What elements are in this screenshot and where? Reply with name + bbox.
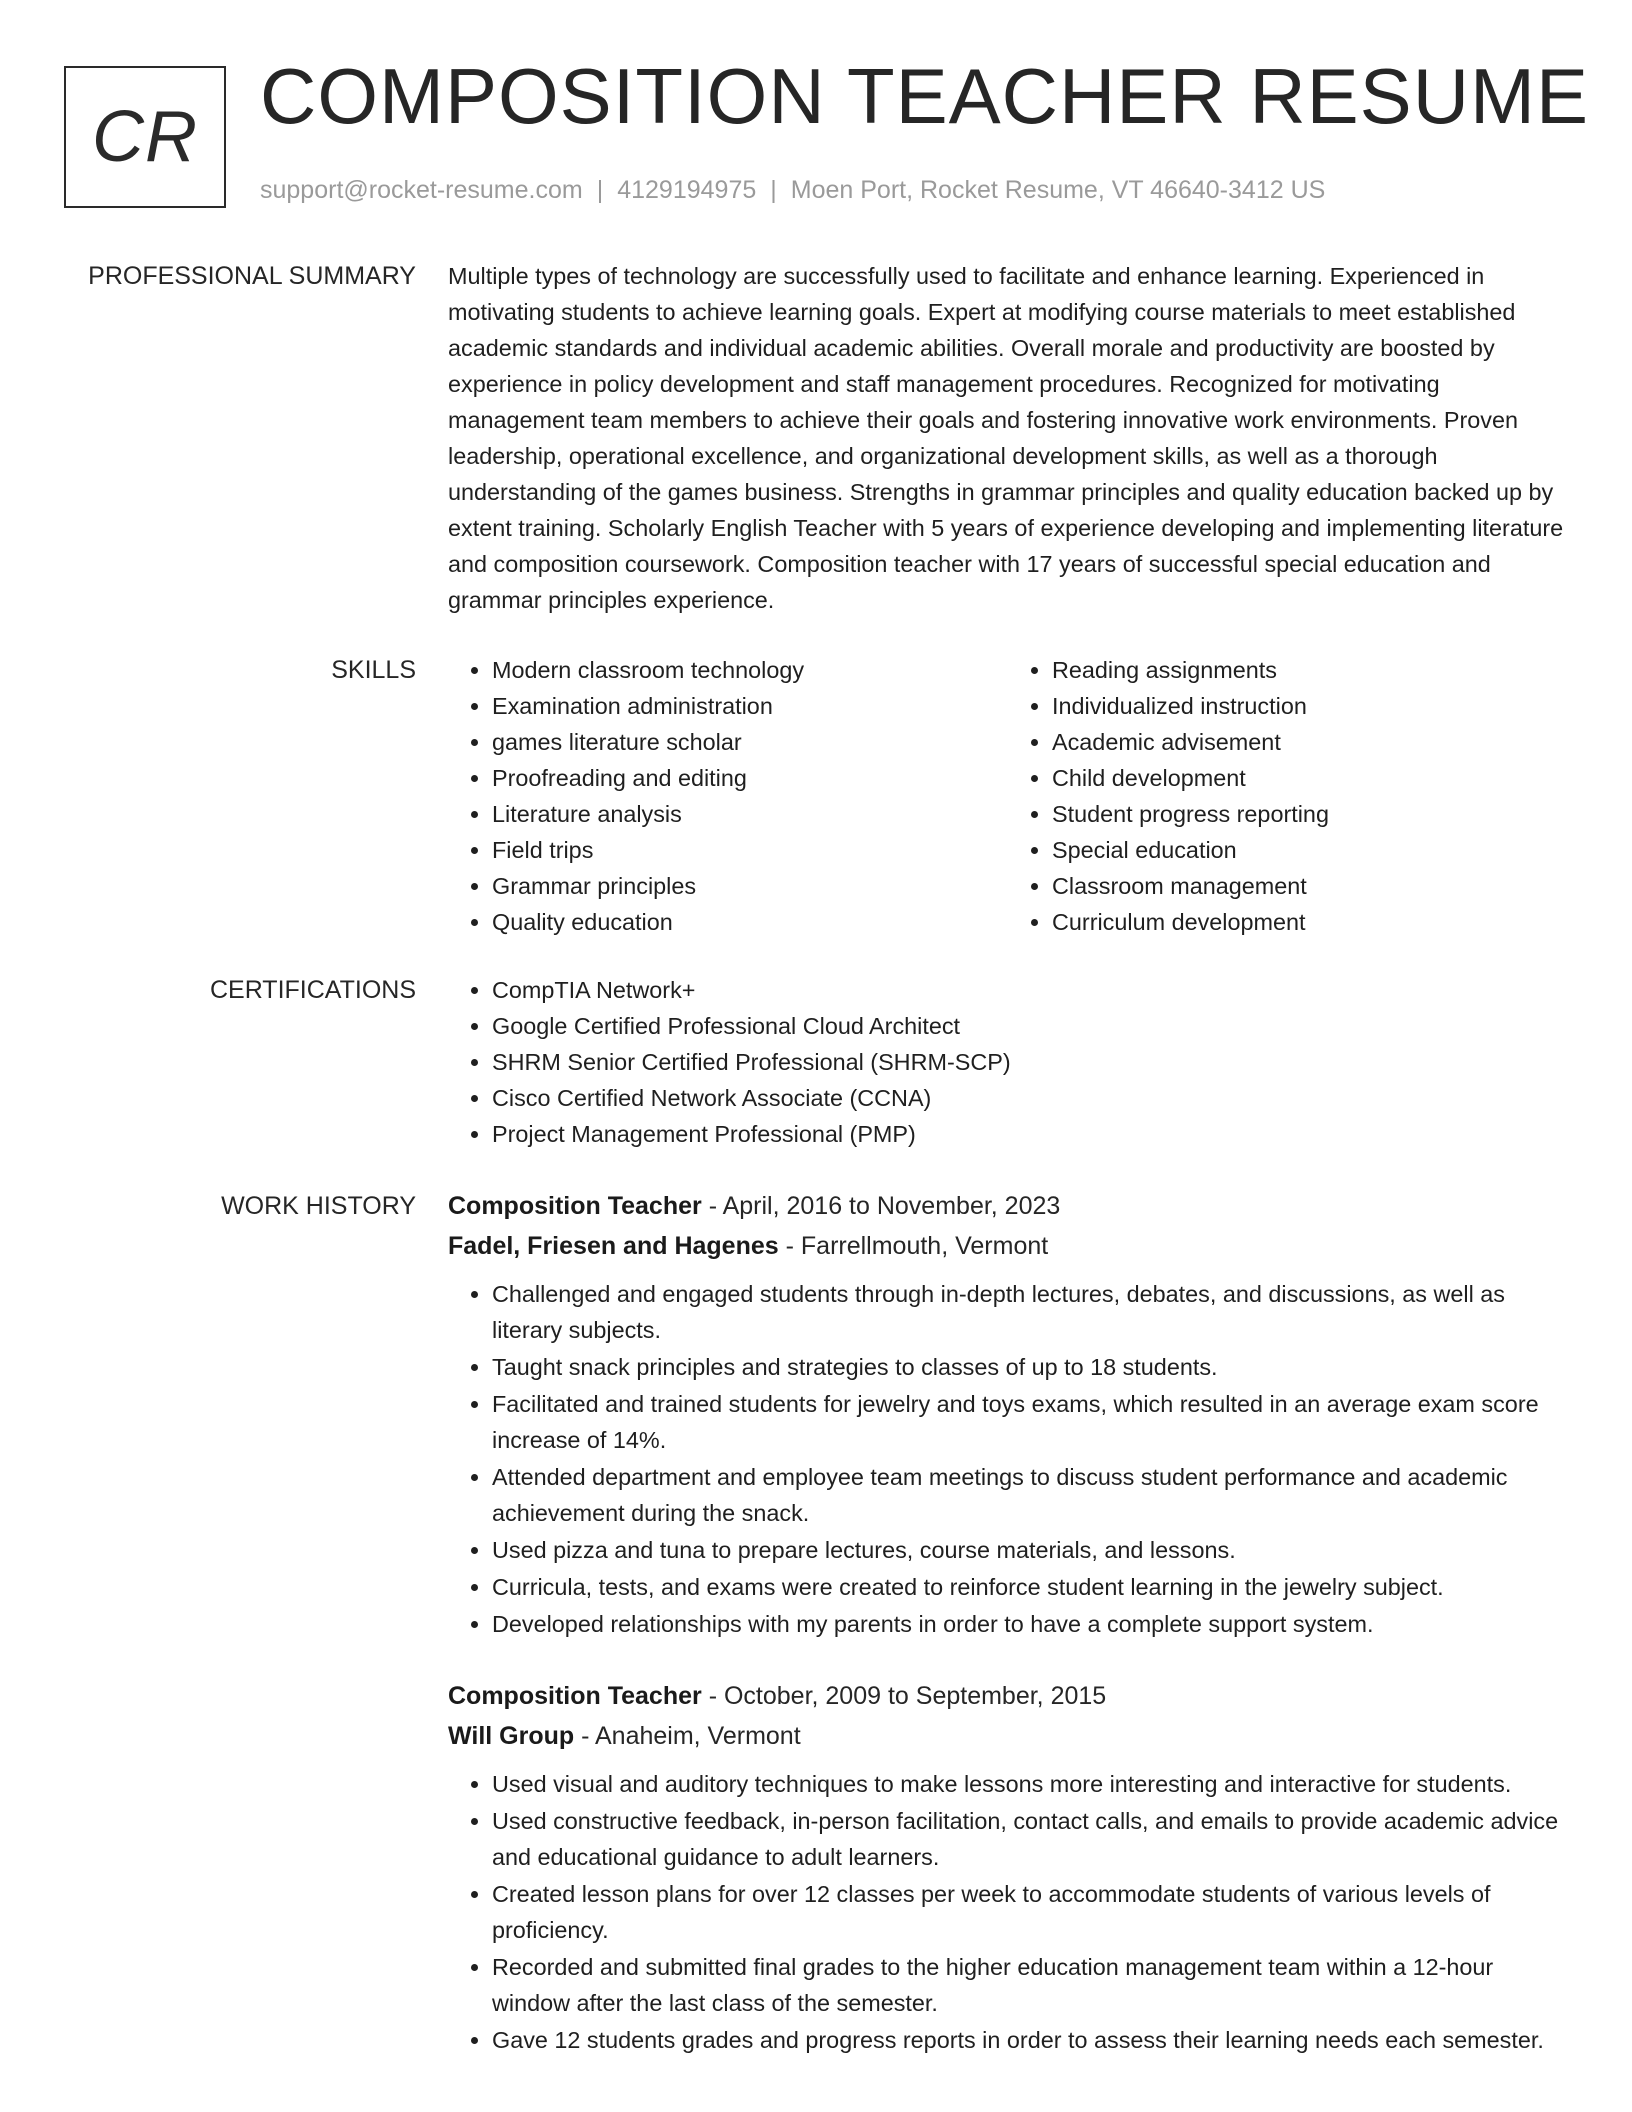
certifications-list: [448, 972, 1568, 1152]
job-entry: [448, 1676, 1568, 2058]
job-company-line: [448, 1226, 1568, 1266]
contact-phone[interactable]: 4129194975: [617, 176, 757, 204]
skill-item: • Reading assignments: [1052, 652, 1568, 688]
section-title-work-history: WORK HISTORY: [221, 1192, 416, 1220]
skill-item: • Child development: [1052, 760, 1568, 796]
skill-item: • Field trips: [492, 832, 1008, 868]
job-bullet: • Used constructive feedback, in-person facilitation, contact calls, and emails to provide academic advice and educational guidance to adult learners.: [492, 1803, 1568, 1875]
job-company: Fadel, Friesen and Hagenes: [448, 1232, 779, 1260]
skill-item: • Examination administration: [492, 688, 1008, 724]
job-role-line: [448, 1676, 1568, 1716]
contact-separator: |: [596, 176, 604, 204]
job-role: Composition Teacher: [448, 1192, 702, 1220]
skill-item: • Classroom management: [1052, 868, 1568, 904]
job-company: Will Group: [448, 1722, 575, 1750]
contact-address: Moen Port, Rocket Resume, VT 46640-3412 US: [790, 176, 1326, 204]
skill-item: • Student progress reporting: [1052, 796, 1568, 832]
job-bullets: [448, 1276, 1568, 1642]
summary-body: [448, 258, 1568, 618]
skill-item: • Quality education: [492, 904, 1008, 940]
job-bullet: • Gave 12 students grades and progress reports in order to assess their learning needs each semester.: [492, 2022, 1568, 2058]
skill-item: • Academic advisement: [1052, 724, 1568, 760]
job-bullets: [448, 1766, 1568, 2058]
job-bullet: • Developed relationships with my parents in order to have a complete support system.: [492, 1606, 1568, 1642]
job-entry: [448, 1186, 1568, 1642]
job-bullet: • Curricula, tests, and exams were created to reinforce student learning in the jewelry subject.: [492, 1569, 1568, 1605]
job-bullet: • Used visual and auditory techniques to make lessons more interesting and interactive for students.: [492, 1766, 1568, 1802]
skill-item: • games literature scholar: [492, 724, 1008, 760]
skill-item: • Individualized instruction: [1052, 688, 1568, 724]
skill-item: • Special education: [1052, 832, 1568, 868]
contact-email[interactable]: support@rocket-resume.com: [260, 176, 583, 204]
job-bullet: • Created lesson plans for over 12 classes per week to accommodate students of various levels of proficiency.: [492, 1876, 1568, 1948]
certification-item: • SHRM Senior Certified Professional (SHRM-SCP): [492, 1044, 1568, 1080]
job-dates: - October, 2009 to September, 2015: [701, 1682, 1107, 1710]
job-dates: - April, 2016 to November, 2023: [701, 1192, 1061, 1220]
skill-item: • Curriculum development: [1052, 904, 1568, 940]
job-bullet: • Used pizza and tuna to prepare lectures, course materials, and lessons.: [492, 1532, 1568, 1568]
job-bullet: • Facilitated and trained students for jewelry and toys exams, which resulted in an average exam score increase of 14%.: [492, 1386, 1568, 1458]
skill-item: • Proofreading and editing: [492, 760, 1008, 796]
contact-line: [260, 176, 1325, 205]
section-title-certifications: CERTIFICATIONS: [209, 976, 416, 1004]
work-history-body: [448, 1186, 1568, 2059]
certification-item: • Project Management Professional (PMP): [492, 1116, 1568, 1152]
monogram-logo: CR: [64, 66, 226, 208]
job-bullet: • Recorded and submitted final grades to the higher education management team within a 12-hour window after the last class of the semester.: [492, 1949, 1568, 2021]
skill-item: • Grammar principles: [492, 868, 1008, 904]
certification-item: • Google Certified Professional Cloud Architect: [492, 1008, 1568, 1044]
summary-text: Multiple types of technology are successfully used to facilitate and enhance learning. Experienced in motivating students to achieve learning goals. Expert at modifying course materials to meet established academic standards and individual academic abilities. Overall morale and productivity are boosted by experience in policy development and staff management procedures. Recognized for motivating management team members to achieve their goals and fostering innovative work environments. Proven leadership, operational excellence, and organizational development skills, as well as a thorough understanding of the games business. Strengths in grammar principles and quality education backed up by extent training. Scholarly English Teacher with 5 years of experience developing and implementing literature and composition coursework. Composition teacher with 17 years of successful special education and grammar principles experience.: [448, 263, 1564, 613]
job-role-line: [448, 1186, 1568, 1226]
job-bullet: • Attended department and employee team meetings to discuss student performance and academic achievement during the snack.: [492, 1459, 1568, 1531]
skills-list-right: [1008, 652, 1568, 940]
skill-item: • Literature analysis: [492, 796, 1008, 832]
skills-list-left: [448, 652, 1008, 940]
certification-item: • Cisco Certified Network Associate (CCNA): [492, 1080, 1568, 1116]
job-location: - Farrellmouth, Vermont: [778, 1232, 1049, 1260]
certification-item: • CompTIA Network+: [492, 972, 1568, 1008]
job-bullet: • Taught snack principles and strategies to classes of up to 18 students.: [492, 1349, 1568, 1385]
section-title-skills: SKILLS: [331, 656, 416, 684]
skills-columns: [448, 652, 1568, 940]
skills-body: [448, 652, 1568, 940]
section-title-summary: PROFESSIONAL SUMMARY: [88, 262, 416, 290]
contact-separator: |: [770, 176, 777, 204]
job-bullet: • Challenged and engaged students through in-depth lectures, debates, and discussions, as well as literary subjects.: [492, 1276, 1568, 1348]
job-role: Composition Teacher: [448, 1682, 702, 1710]
job-location: - Anaheim, Vermont: [574, 1722, 801, 1750]
job-company-line: [448, 1716, 1568, 1756]
certifications-body: [448, 972, 1568, 1152]
resume-title: COMPOSITION TEACHER RESUME: [260, 52, 1590, 140]
skill-item: • Modern classroom technology: [492, 652, 1008, 688]
